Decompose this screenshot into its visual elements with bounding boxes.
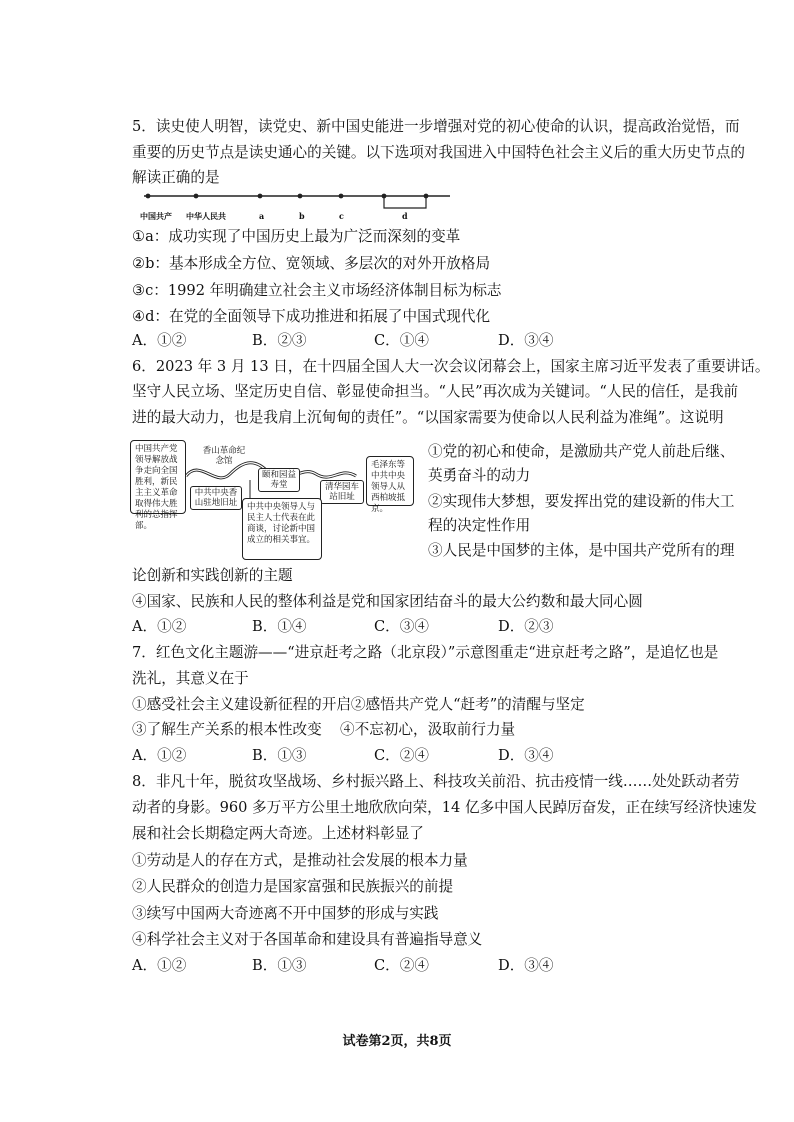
- q6-item-1b: 英勇奋斗的动力: [428, 467, 531, 484]
- q6-item-3a: ③人民是中国梦的主体，是中国共产党所有的理: [428, 542, 735, 559]
- q6-item-4: ④国家、民族和人民的整体利益是党和国家团结奋斗的最大公约数和最大同心圆: [132, 593, 643, 610]
- q8-item-2: ②人民群众的创造力是国家富强和民族振兴的前提: [132, 878, 454, 895]
- map-box-negotiation: 中共中央领导人与民主人士代表在此商谈，讨论新中国成立的相关事宜。: [242, 498, 322, 560]
- q6-stem-line-2: 坚守人民立场、坚定历史自信、彰显使命担当。“人民”再次成为关键词。“人民的信任，是我前: [132, 383, 739, 400]
- q7-item-1-2: ①感受社会主义建设新征程的开启②感悟共产党人“赶考”的清醒与坚定: [132, 696, 585, 713]
- map-node-garden: 颐和园益寿堂: [258, 468, 300, 492]
- q5-option-b[interactable]: B．②③: [252, 332, 307, 349]
- q8-option-a[interactable]: A．①②: [132, 957, 187, 974]
- q7-option-b[interactable]: B．①③: [252, 747, 307, 764]
- q7-item-4: ④不忘初心，汲取前行力量: [340, 721, 516, 738]
- q6-route-map: [130, 436, 420, 562]
- q8-item-1: ①劳动是人的存在方式，是推动社会发展的根本力量: [132, 852, 468, 869]
- q8-item-3: ③续写中国两大奇迹离不开中国梦的形成与实践: [132, 905, 439, 922]
- q5-item-3: ③c：1992 年明确建立社会主义市场经济体制目标为标志: [132, 282, 502, 299]
- q7-item-3: ③了解生产关系的根本性改变: [132, 721, 322, 738]
- q7-stem-line-1: 7．红色文化主题游——“进京赶考之路（北京段）”示意图重走“进京赶考之路”，是追忆也是: [132, 644, 719, 661]
- q6-option-b[interactable]: B．①④: [252, 618, 307, 635]
- q8-stem-line-2: 动者的身影。960 多万平方公里土地欣欣向荣，14 亿多中国人民踔厉奋发，正在续写经济快速发: [132, 799, 757, 816]
- q8-stem-line-1: 8．非凡十年，脱贫攻坚战场、乡村振兴路上、科技攻关前沿、抗击疫情一线……处处跃动者劳: [132, 773, 740, 790]
- q6-item-2a: ②实现伟大梦想，要发挥出党的建设新的伟大工: [428, 493, 735, 510]
- timeline-label-b: b: [299, 211, 305, 221]
- q8-option-c[interactable]: C．②④: [374, 957, 429, 974]
- timeline-label-d: d: [402, 211, 408, 221]
- q5-item-1: ①a：成功实现了中国历史上最为广泛而深刻的变革: [132, 228, 461, 245]
- q6-option-c[interactable]: C．③④: [374, 618, 429, 635]
- q6-item-1a: ①党的初心和使命，是激励共产党人前赴后继、: [428, 443, 735, 460]
- q5-stem-line-1: 5．读史使人明智，读党史、新中国史能进一步增强对党的初心使命的认识，提高政治觉悟，而: [132, 118, 740, 135]
- map-box-command-center: 中国共产党领导解放战争走向全国胜利，新民主主义革命取得伟大胜利的总指挥部。: [130, 440, 186, 514]
- q7-option-c[interactable]: C．②④: [374, 747, 429, 764]
- q5-option-d[interactable]: D．③④: [498, 332, 554, 349]
- q5-stem-line-3: 解读正确的是: [132, 169, 220, 186]
- q7-stem-line-2: 洗礼，其意义在于: [132, 670, 249, 687]
- q7-option-d[interactable]: D．③④: [498, 747, 554, 764]
- timeline-label-cpc: 中国共产: [140, 211, 172, 221]
- q6-stem-line-1: 6．2023 年 3 月 13 日，在十四届全国人大一次会议闭幕会上，国家主席习近平发表了重要讲话。: [132, 358, 770, 375]
- map-node-station: 清华园车站旧址: [320, 480, 364, 504]
- q8-option-b[interactable]: B．①③: [252, 957, 307, 974]
- q8-stem-line-3: 展和社会长期稳定两大奇迹。上述材料彰显了: [132, 825, 424, 842]
- q5-option-c[interactable]: C．①④: [374, 332, 429, 349]
- q5-item-4: ④d：在党的全面领导下成功推进和拓展了中国式现代化: [132, 308, 491, 325]
- timeline-label-a: a: [259, 211, 265, 221]
- q7-option-a[interactable]: A．①②: [132, 747, 187, 764]
- map-node-memorial: 香山革命纪念馆: [202, 446, 246, 466]
- q5-option-a[interactable]: A．①②: [132, 332, 187, 349]
- timeline-label-prc: 中华人民共: [186, 211, 226, 221]
- map-node-hq: 中共中央香山驻地旧址: [190, 486, 242, 510]
- timeline-label-c: c: [339, 211, 344, 221]
- q8-item-4: ④科学社会主义对于各国革命和建设具有普遍指导意义: [132, 931, 483, 948]
- q6-option-a[interactable]: A．①②: [132, 618, 187, 635]
- q8-option-d[interactable]: D．③④: [498, 957, 554, 974]
- q6-item-2b: 程的决定性作用: [428, 517, 531, 534]
- q6-option-d[interactable]: D．②③: [498, 618, 554, 635]
- q6-item-3b: 论创新和实践创新的主题: [132, 567, 293, 584]
- q5-item-2: ②b：基本形成全方位、宽领域、多层次的对外开放格局: [132, 255, 491, 272]
- map-box-arrival: 毛泽东等中共中央领导人从西柏坡抵京。: [366, 456, 414, 506]
- q6-stem-line-3: 进的最大动力，也是我肩上沉甸甸的责任”。“以国家需要为使命以人民利益为准绳”。这说明: [132, 409, 724, 426]
- page-footer: 试卷第2页，共8页: [342, 1034, 452, 1049]
- q5-stem-line-2: 重要的历史节点是读史通心的关键。以下选项对我国进入中国特色社会主义后的重大历史节点的: [132, 144, 745, 161]
